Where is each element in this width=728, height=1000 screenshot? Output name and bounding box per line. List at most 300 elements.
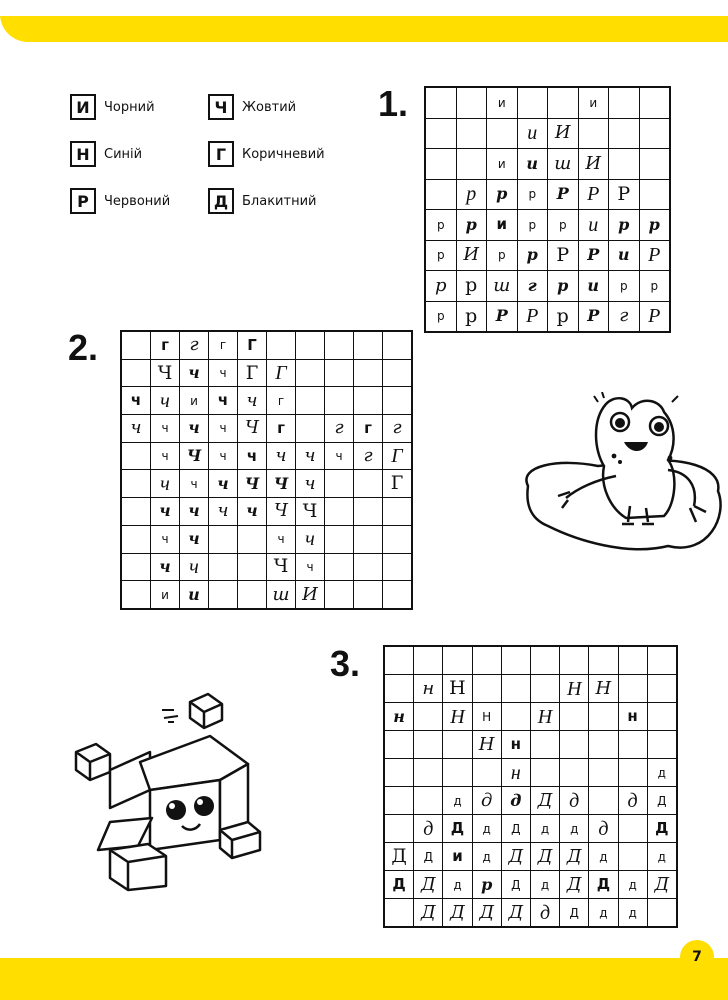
grid-cell[interactable] (414, 731, 443, 759)
grid-cell[interactable]: д (589, 815, 618, 843)
grid-cell[interactable] (325, 470, 354, 498)
grid-cell[interactable]: Р (487, 301, 518, 332)
grid-cell[interactable]: ч (180, 498, 209, 526)
grid-cell[interactable] (383, 498, 413, 526)
grid-cell[interactable]: ч (180, 415, 209, 443)
grid-cell[interactable]: д (443, 871, 472, 899)
grid-cell[interactable]: д (472, 815, 501, 843)
grid-cell[interactable] (618, 675, 647, 703)
grid-cell[interactable]: р (456, 210, 487, 241)
grid-cell[interactable]: р (487, 179, 518, 210)
grid-cell[interactable] (383, 359, 413, 387)
legend-color: Червоний (104, 193, 171, 209)
grid-cell[interactable]: Р (578, 179, 609, 210)
grid-cell[interactable] (589, 731, 618, 759)
grid-cell[interactable] (325, 359, 354, 387)
grid-cell[interactable]: и (443, 843, 472, 871)
letter-grid-1 (424, 86, 671, 333)
grid-cell[interactable]: р (639, 271, 670, 302)
grid-cell[interactable] (384, 815, 414, 843)
grid-cell[interactable]: н (384, 703, 414, 731)
grid-cell[interactable] (267, 331, 296, 359)
grid-cell[interactable] (589, 646, 618, 675)
grid-cell[interactable]: ш (487, 271, 518, 302)
grid-cell[interactable] (456, 87, 487, 118)
grid-cell[interactable]: д (530, 899, 559, 928)
grid-cell[interactable]: д (530, 871, 559, 899)
grid-cell[interactable]: ч (180, 470, 209, 498)
grid-cell[interactable]: Д (414, 899, 443, 928)
grid-cell[interactable] (414, 646, 443, 675)
grid-cell[interactable]: Ч (238, 415, 267, 443)
legend-letter: Д (208, 188, 234, 214)
grid-cell[interactable] (384, 899, 414, 928)
grid-cell[interactable] (589, 759, 618, 787)
grid-cell[interactable] (517, 87, 548, 118)
legend-color: Чорний (104, 99, 155, 115)
grid-cell[interactable] (121, 470, 151, 498)
grid-cell[interactable]: д (560, 787, 589, 815)
grid-cell[interactable] (501, 675, 530, 703)
grid-cell[interactable]: д (443, 787, 472, 815)
grid-cell[interactable]: Р (517, 301, 548, 332)
grid-cell[interactable] (639, 87, 670, 118)
grid-cell[interactable] (578, 118, 609, 149)
grid-row (121, 331, 412, 359)
grid-cell[interactable] (443, 646, 472, 675)
grid-cell[interactable]: д (589, 899, 618, 928)
legend-color: Жовтий (242, 99, 297, 115)
grid-cell[interactable] (325, 331, 354, 359)
grid-cell[interactable] (487, 118, 518, 149)
grid-cell[interactable] (354, 331, 383, 359)
grid-cell[interactable] (639, 179, 670, 210)
grid-cell[interactable]: р (548, 210, 579, 241)
grid-cell[interactable] (383, 581, 413, 609)
grid-cell[interactable]: ч (151, 553, 180, 581)
grid-cell[interactable] (443, 731, 472, 759)
grid-cell[interactable]: и (487, 87, 518, 118)
grid-cell[interactable]: р (425, 210, 456, 241)
grid-cell[interactable]: Д (414, 871, 443, 899)
grid-cell[interactable]: Н (472, 731, 501, 759)
grid-cell[interactable]: д (618, 871, 647, 899)
grid-cell[interactable]: Р (548, 179, 579, 210)
grid-cell[interactable]: Д (530, 787, 559, 815)
grid-cell[interactable]: г (609, 301, 640, 332)
grid-cell[interactable] (472, 675, 501, 703)
grid-cell[interactable]: ч (151, 470, 180, 498)
grid-cell[interactable]: Ч (238, 470, 267, 498)
grid-cell[interactable] (296, 415, 325, 443)
grid-cell[interactable]: Д (443, 815, 472, 843)
grid-cell[interactable]: ч (238, 442, 267, 470)
grid-cell[interactable] (354, 525, 383, 553)
grid-cell[interactable]: Д (501, 843, 530, 871)
grid-cell[interactable] (325, 387, 354, 415)
grid-cell[interactable] (325, 581, 354, 609)
grid-cell[interactable]: ч (296, 525, 325, 553)
grid-cell[interactable] (609, 118, 640, 149)
grid-cell[interactable] (121, 581, 151, 609)
frog-illustration (518, 392, 728, 560)
grid-cell[interactable]: р (456, 271, 487, 302)
grid-row (384, 899, 677, 928)
grid-cell[interactable] (560, 731, 589, 759)
grid-cell[interactable]: ч (151, 387, 180, 415)
grid-cell[interactable]: Д (501, 871, 530, 899)
legend-color: Коричневий (242, 146, 325, 162)
grid-cell[interactable]: р (425, 240, 456, 271)
grid-cell[interactable] (325, 525, 354, 553)
grid-cell[interactable] (443, 759, 472, 787)
grid-cell[interactable] (384, 731, 414, 759)
grid-cell[interactable] (425, 118, 456, 149)
grid-cell[interactable]: Ч (151, 359, 180, 387)
grid-cell[interactable]: и (609, 240, 640, 271)
grid-cell[interactable] (560, 646, 589, 675)
grid-cell[interactable]: Д (472, 899, 501, 928)
grid-cell[interactable]: д (472, 843, 501, 871)
grid-cell[interactable]: г (209, 331, 238, 359)
grid-cell[interactable] (639, 149, 670, 180)
grid-cell[interactable] (383, 387, 413, 415)
grid-cell[interactable] (354, 581, 383, 609)
grid-cell[interactable]: р (609, 271, 640, 302)
grid-cell[interactable]: г (151, 331, 180, 359)
grid-row (384, 675, 677, 703)
grid-cell[interactable]: Р (609, 179, 640, 210)
grid-cell[interactable]: ч (209, 470, 238, 498)
grid-cell[interactable]: Ч (296, 498, 325, 526)
grid-row (384, 871, 677, 899)
grid-cell[interactable] (121, 525, 151, 553)
grid-cell[interactable] (296, 387, 325, 415)
grid-cell[interactable]: г (267, 387, 296, 415)
grid-cell[interactable]: ч (296, 470, 325, 498)
task-number-1: 1. (378, 83, 409, 124)
grid-cell[interactable] (296, 359, 325, 387)
grid-cell[interactable]: Г (238, 331, 267, 359)
grid-cell[interactable]: г (180, 331, 209, 359)
grid-cell[interactable]: н (618, 703, 647, 731)
grid-row (425, 179, 670, 210)
grid-row (384, 646, 677, 675)
grid-cell[interactable]: Ч (267, 553, 296, 581)
grid-cell[interactable]: ч (151, 498, 180, 526)
grid-cell[interactable] (647, 731, 677, 759)
legend-item-yellow (208, 93, 296, 121)
grid-cell[interactable]: д (414, 815, 443, 843)
grid-cell[interactable] (121, 498, 151, 526)
grid-row (425, 149, 670, 180)
bottom-yellow-band (0, 958, 728, 1000)
grid-cell[interactable]: И (296, 581, 325, 609)
grid-cell[interactable]: ч (180, 553, 209, 581)
grid-cell[interactable]: Г (238, 359, 267, 387)
grid-cell[interactable] (618, 759, 647, 787)
grid-cell[interactable] (383, 525, 413, 553)
grid-cell[interactable] (414, 787, 443, 815)
grid-row (121, 415, 412, 443)
grid-cell[interactable] (589, 703, 618, 731)
grid-cell[interactable]: г (354, 442, 383, 470)
grid-cell[interactable]: д (472, 787, 501, 815)
grid-row (384, 703, 677, 731)
grid-cell[interactable]: д (530, 815, 559, 843)
grid-cell[interactable]: д (501, 787, 530, 815)
grid-cell[interactable] (121, 331, 151, 359)
grid-cell[interactable] (618, 843, 647, 871)
grid-cell[interactable] (238, 553, 267, 581)
grid-cell[interactable]: Д (647, 787, 677, 815)
grid-cell[interactable]: и (180, 581, 209, 609)
grid-cell[interactable] (354, 387, 383, 415)
grid-cell[interactable]: г (325, 415, 354, 443)
legend-item-blue (70, 140, 142, 168)
grid-cell[interactable]: н (501, 731, 530, 759)
grid-cell[interactable] (456, 118, 487, 149)
grid-cell[interactable] (383, 331, 413, 359)
grid-cell[interactable]: Д (647, 815, 677, 843)
grid-cell[interactable]: И (548, 118, 579, 149)
grid-cell[interactable] (530, 646, 559, 675)
legend-color: Синій (104, 146, 143, 162)
grid-cell[interactable]: и (487, 149, 518, 180)
grid-cell[interactable] (618, 646, 647, 675)
grid-cell[interactable] (209, 581, 238, 609)
grid-cell[interactable]: Р (548, 240, 579, 271)
legend-letter: Р (70, 188, 96, 214)
grid-cell[interactable] (472, 646, 501, 675)
grid-cell[interactable]: И (456, 240, 487, 271)
grid-cell[interactable]: Р (639, 301, 670, 332)
grid-cell[interactable]: Д (530, 843, 559, 871)
grid-cell[interactable]: и (487, 210, 518, 241)
grid-cell[interactable]: ч (325, 442, 354, 470)
grid-cell[interactable] (589, 787, 618, 815)
grid-cell[interactable] (618, 815, 647, 843)
grid-cell[interactable]: и (578, 271, 609, 302)
grid-cell[interactable] (560, 703, 589, 731)
grid-cell[interactable] (501, 703, 530, 731)
grid-cell[interactable]: ч (209, 415, 238, 443)
grid-cell[interactable]: и (180, 387, 209, 415)
grid-cell[interactable]: ч (180, 525, 209, 553)
grid-cell[interactable]: Д (443, 899, 472, 928)
legend-letter: Н (70, 141, 96, 167)
grid-cell[interactable] (325, 553, 354, 581)
grid-cell[interactable] (618, 731, 647, 759)
grid-cell[interactable]: г (354, 415, 383, 443)
legend-letter: Г (208, 141, 234, 167)
grid-cell[interactable]: ч (267, 442, 296, 470)
grid-cell[interactable]: р (517, 210, 548, 241)
grid-cell[interactable]: ч (209, 359, 238, 387)
grid-cell[interactable]: ч (238, 498, 267, 526)
grid-cell[interactable] (609, 149, 640, 180)
grid-cell[interactable] (609, 87, 640, 118)
grid-cell[interactable]: Н (472, 703, 501, 731)
grid-row (384, 759, 677, 787)
grid-cell[interactable]: и (517, 118, 548, 149)
grid-cell[interactable]: Р (639, 240, 670, 271)
grid-cell[interactable] (354, 359, 383, 387)
grid-cell[interactable] (238, 525, 267, 553)
grid-cell[interactable] (209, 525, 238, 553)
grid-row (425, 118, 670, 149)
grid-cell[interactable]: р (548, 271, 579, 302)
grid-cell[interactable]: Г (383, 470, 413, 498)
grid-cell[interactable] (456, 149, 487, 180)
cube-character-illustration (70, 690, 270, 920)
grid-cell[interactable]: р (425, 301, 456, 332)
grid-cell[interactable] (425, 149, 456, 180)
grid-cell[interactable] (530, 759, 559, 787)
grid-cell[interactable]: Н (443, 703, 472, 731)
grid-cell[interactable]: ш (267, 581, 296, 609)
legend-item-lightblue (208, 187, 316, 215)
grid-cell[interactable] (560, 759, 589, 787)
grid-cell[interactable]: Д (589, 871, 618, 899)
grid-cell[interactable] (209, 553, 238, 581)
page-number: 7 (680, 940, 714, 974)
grid-cell[interactable]: И (578, 149, 609, 180)
grid-cell[interactable]: ч (151, 415, 180, 443)
grid-cell[interactable] (425, 87, 456, 118)
grid-cell[interactable] (472, 759, 501, 787)
grid-cell[interactable]: Ч (180, 442, 209, 470)
grid-cell[interactable]: р (456, 179, 487, 210)
grid-cell[interactable]: ч (238, 387, 267, 415)
grid-cell[interactable]: д (618, 787, 647, 815)
grid-cell[interactable]: р (609, 210, 640, 241)
grid-cell[interactable]: Н (589, 675, 618, 703)
grid-cell[interactable]: р (487, 240, 518, 271)
grid-cell[interactable]: д (560, 815, 589, 843)
grid-cell[interactable]: ч (180, 359, 209, 387)
grid-cell[interactable]: ч (151, 525, 180, 553)
grid-cell[interactable] (530, 731, 559, 759)
grid-cell[interactable] (425, 179, 456, 210)
grid-cell[interactable]: и (578, 210, 609, 241)
grid-cell[interactable]: г (267, 415, 296, 443)
grid-cell[interactable]: ч (209, 442, 238, 470)
grid-cell[interactable] (383, 553, 413, 581)
grid-cell[interactable]: Д (560, 899, 589, 928)
grid-cell[interactable] (639, 118, 670, 149)
grid-cell[interactable]: Д (560, 871, 589, 899)
grid-cell[interactable]: ч (121, 387, 151, 415)
grid-cell[interactable] (647, 703, 677, 731)
grid-cell[interactable]: Ч (267, 498, 296, 526)
grid-cell[interactable]: г (383, 415, 413, 443)
grid-cell[interactable]: р (548, 301, 579, 332)
grid-cell[interactable] (647, 646, 677, 675)
grid-cell[interactable]: д (618, 899, 647, 928)
grid-cell[interactable]: Н (560, 675, 589, 703)
grid-cell[interactable] (501, 646, 530, 675)
grid-cell[interactable] (384, 787, 414, 815)
grid-cell[interactable]: ч (267, 525, 296, 553)
grid-cell[interactable]: Д (414, 843, 443, 871)
grid-cell[interactable]: Д (560, 843, 589, 871)
grid-cell[interactable]: ч (121, 415, 151, 443)
grid-cell[interactable] (121, 359, 151, 387)
grid-row (121, 470, 412, 498)
grid-cell[interactable]: Р (578, 240, 609, 271)
grid-cell[interactable]: ч (296, 442, 325, 470)
grid-cell[interactable]: Р (578, 301, 609, 332)
grid-cell[interactable] (414, 759, 443, 787)
grid-cell[interactable]: Н (530, 703, 559, 731)
grid-cell[interactable]: г (517, 271, 548, 302)
grid-cell[interactable] (238, 581, 267, 609)
grid-cell[interactable]: д (589, 843, 618, 871)
grid-cell[interactable]: Д (647, 871, 677, 899)
grid-cell[interactable]: р (517, 240, 548, 271)
grid-cell[interactable]: Д (501, 815, 530, 843)
grid-cell[interactable] (530, 675, 559, 703)
grid-cell[interactable]: н (414, 675, 443, 703)
legend-item-black (70, 93, 155, 121)
grid-cell[interactable] (325, 498, 354, 526)
grid-cell[interactable]: и (517, 149, 548, 180)
grid-cell[interactable]: ш (548, 149, 579, 180)
grid-cell[interactable] (121, 442, 151, 470)
grid-cell[interactable] (384, 646, 414, 675)
grid-cell[interactable]: ч (151, 442, 180, 470)
grid-row (121, 498, 412, 526)
grid-cell[interactable] (354, 470, 383, 498)
grid-cell[interactable]: Н (443, 675, 472, 703)
grid-row (384, 815, 677, 843)
grid-cell[interactable]: р (456, 301, 487, 332)
grid-cell[interactable]: Ч (267, 470, 296, 498)
grid-cell[interactable]: и (151, 581, 180, 609)
grid-cell[interactable]: р (425, 271, 456, 302)
grid-cell[interactable]: Г (267, 359, 296, 387)
task-number-2: 2. (68, 327, 99, 368)
grid-cell[interactable] (354, 553, 383, 581)
grid-cell[interactable] (121, 553, 151, 581)
grid-cell[interactable] (647, 899, 677, 928)
grid-cell[interactable]: Д (501, 899, 530, 928)
grid-cell[interactable]: Д (384, 871, 414, 899)
grid-cell[interactable]: р (472, 871, 501, 899)
grid-cell[interactable]: ч (296, 553, 325, 581)
grid-cell[interactable]: д (647, 843, 677, 871)
grid-cell[interactable] (354, 498, 383, 526)
grid-cell[interactable]: Д (384, 843, 414, 871)
grid-row (384, 731, 677, 759)
grid-cell[interactable]: Г (383, 442, 413, 470)
grid-cell[interactable] (296, 331, 325, 359)
grid-cell[interactable]: р (639, 210, 670, 241)
grid-cell[interactable]: р (517, 179, 548, 210)
grid-cell[interactable] (384, 759, 414, 787)
grid-cell[interactable]: д (647, 759, 677, 787)
grid-row (121, 525, 412, 553)
grid-cell[interactable]: ч (209, 498, 238, 526)
grid-cell[interactable]: н (501, 759, 530, 787)
grid-cell[interactable] (647, 675, 677, 703)
grid-cell[interactable] (414, 703, 443, 731)
grid-cell[interactable] (384, 675, 414, 703)
grid-cell[interactable]: и (578, 87, 609, 118)
grid-cell[interactable] (548, 87, 579, 118)
grid-cell[interactable]: ч (209, 387, 238, 415)
